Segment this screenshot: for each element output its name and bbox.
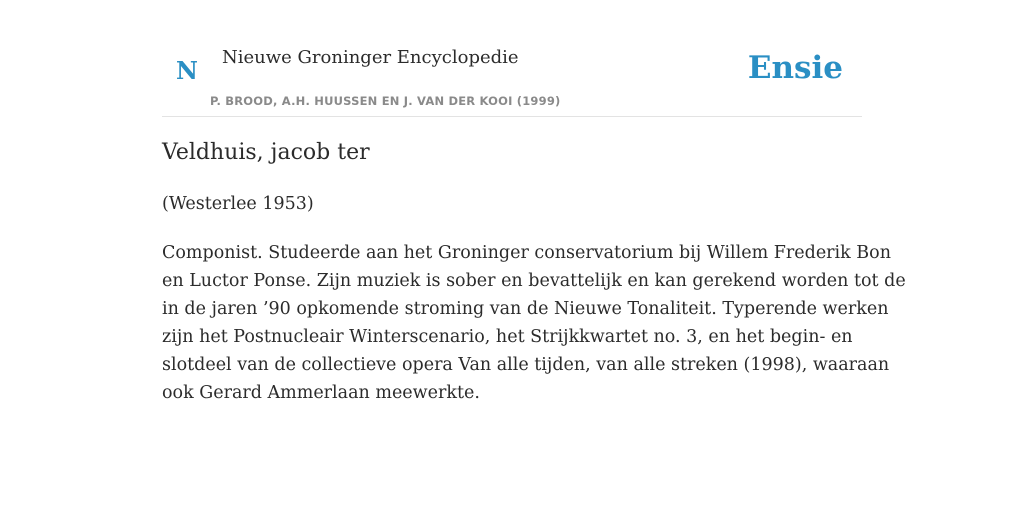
entry-body-line: en Luctor Ponse. Zijn muziek is sober en bevattelijk en kan gerekend worden tot de bbox=[162, 271, 906, 291]
entry-body-line: ook Gerard Ammerlaan meewerkte. bbox=[162, 383, 480, 403]
encyclopedia-authors: P. BROOD, A.H. HUUSSEN EN J. VAN DER KOOI (1999) bbox=[210, 94, 561, 108]
encyclopedia-title[interactable]: Nieuwe Groninger Encyclopedie bbox=[222, 47, 519, 68]
entry-subtitle: (Westerlee 1953) bbox=[162, 194, 314, 214]
encyclopedia-logo: N bbox=[176, 56, 198, 85]
ensie-brand-logo[interactable]: Ensie bbox=[747, 50, 843, 86]
entry-body bbox=[162, 239, 906, 407]
encyclopedia-header bbox=[162, 40, 862, 117]
entry-body-line: slotdeel van de collectieve opera Van alle tijden, van alle streken (1998), waaraan bbox=[162, 355, 890, 375]
entry-title: Veldhuis, jacob ter bbox=[162, 140, 370, 165]
entry-body-line: Componist. Studeerde aan het Groninger conservatorium bij Willem Frederik Bon bbox=[162, 243, 891, 263]
entry-body-line: in de jaren ’90 opkomende stroming van de Nieuwe Tonaliteit. Typerende werken bbox=[162, 299, 889, 319]
entry-body-line: zijn het Postnucleair Winterscenario, het Strijkkwartet no. 3, en het begin- en bbox=[162, 327, 853, 347]
